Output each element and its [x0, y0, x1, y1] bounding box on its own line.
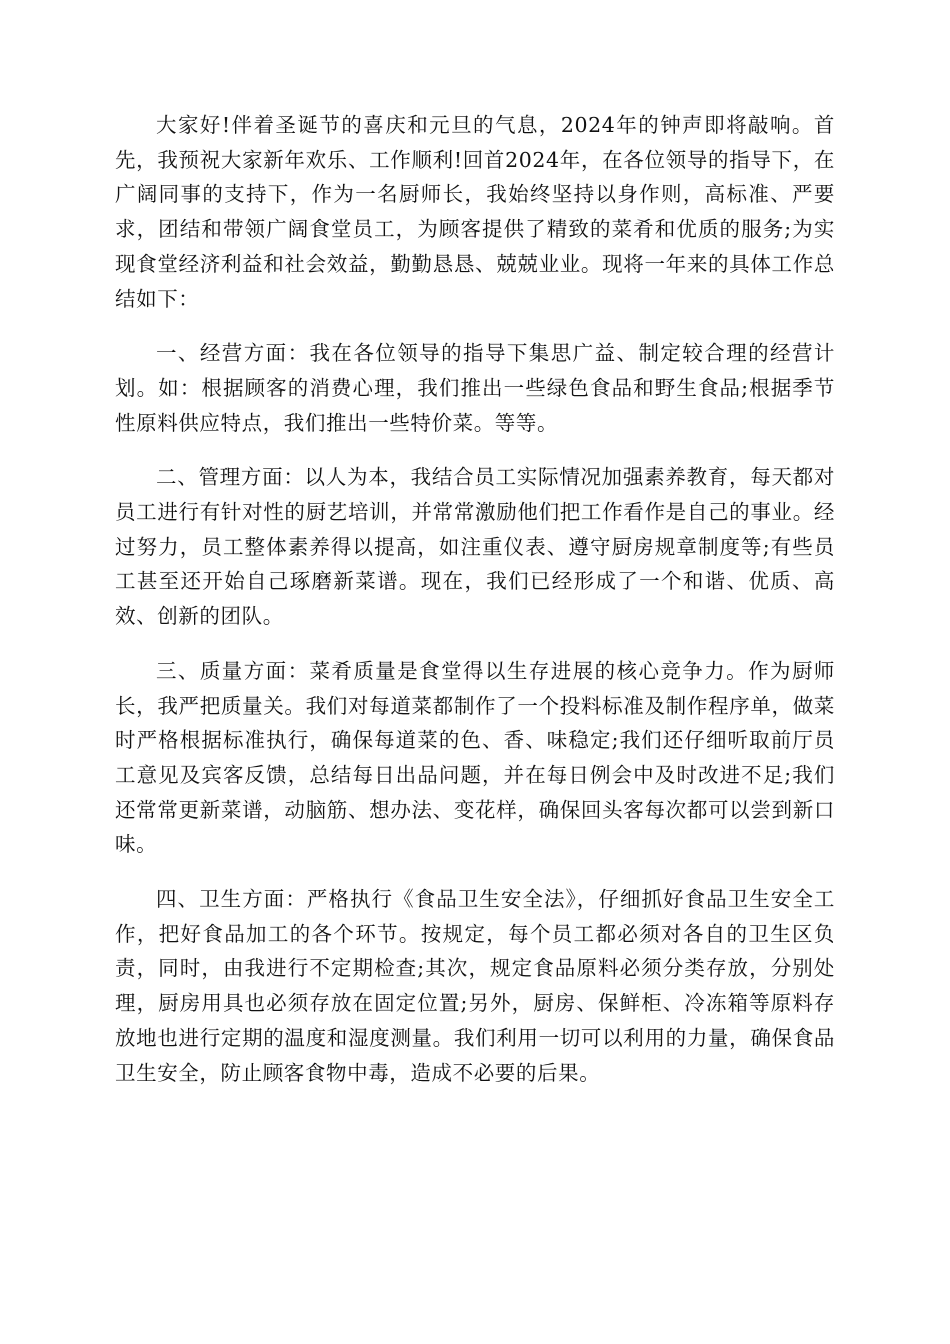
- paragraph-intro: 大家好!伴着圣诞节的喜庆和元旦的气息，2024年的钟声即将敲响。首先，我预祝大家新年欢乐、工作顺利!回首2024年，在各位领导的指导下，在广阔同事的支持下，作为一名厨师长，我始终坚持以身作则，高标准、严要求，团结和带领广阔食堂员工，为顾客提供了精致的菜肴和优质的服务;为实现食堂经济利益和社会效益，勤勤恳恳、兢兢业业。现将一年来的具体工作总结如下：: [115, 113, 835, 311]
- paragraph-quality: 三、质量方面：菜肴质量是食堂得以生存进展的核心竞争力。作为厨师长，我严把质量关。我们对每道菜都制作了一个投料标准及制作程序单，做菜时严格根据标准执行，确保每道菜的色、香、味稳定;我们还仔细听取前厅员工意见及宾客反馈，总结每日出品问题，并在每日例会中及时改进不足;我们还常常更新菜谱，动脑筋、想办法、变花样，确保回头客每次都可以尝到新口味。: [115, 658, 835, 857]
- paragraph-management: 二、管理方面：以人为本，我结合员工实际情况加强素养教育，每天都对员工进行有针对性的厨艺培训，并常常激励他们把工作看作是自己的事业。经过努力，员工整体素养得以提高，如注重仪表、遵守厨房规章制度等;有些员工甚至还开始自己琢磨新菜谱。现在，我们已经形成了一个和谐、优质、高效、创新的团队。: [115, 465, 835, 629]
- document-body: [115, 108, 835, 1110]
- paragraph-operations: 一、经营方面：我在各位领导的指导下集思广益、制定较合理的经营计划。如：根据顾客的消费心理，我们推出一些绿色食品和野生食品;根据季节性原料供应特点，我们推出一些特价菜。等等。: [115, 341, 835, 435]
- paragraph-hygiene: 四、卫生方面：严格执行《食品卫生安全法》，仔细抓好食品卫生安全工作，把好食品加工的各个环节。按规定，每个员工都必须对各自的卫生区负责，同时，由我进行不定期检查;其次，规定食品原料必须分类存放，分别处理，厨房用具也必须存放在固定位置;另外，厨房、保鲜柜、冷冻箱等原料存放地也进行定期的温度和湿度测量。我们利用一切可以利用的力量，确保食品卫生安全，防止顾客食物中毒，造成不必要的后果。: [115, 887, 835, 1085]
